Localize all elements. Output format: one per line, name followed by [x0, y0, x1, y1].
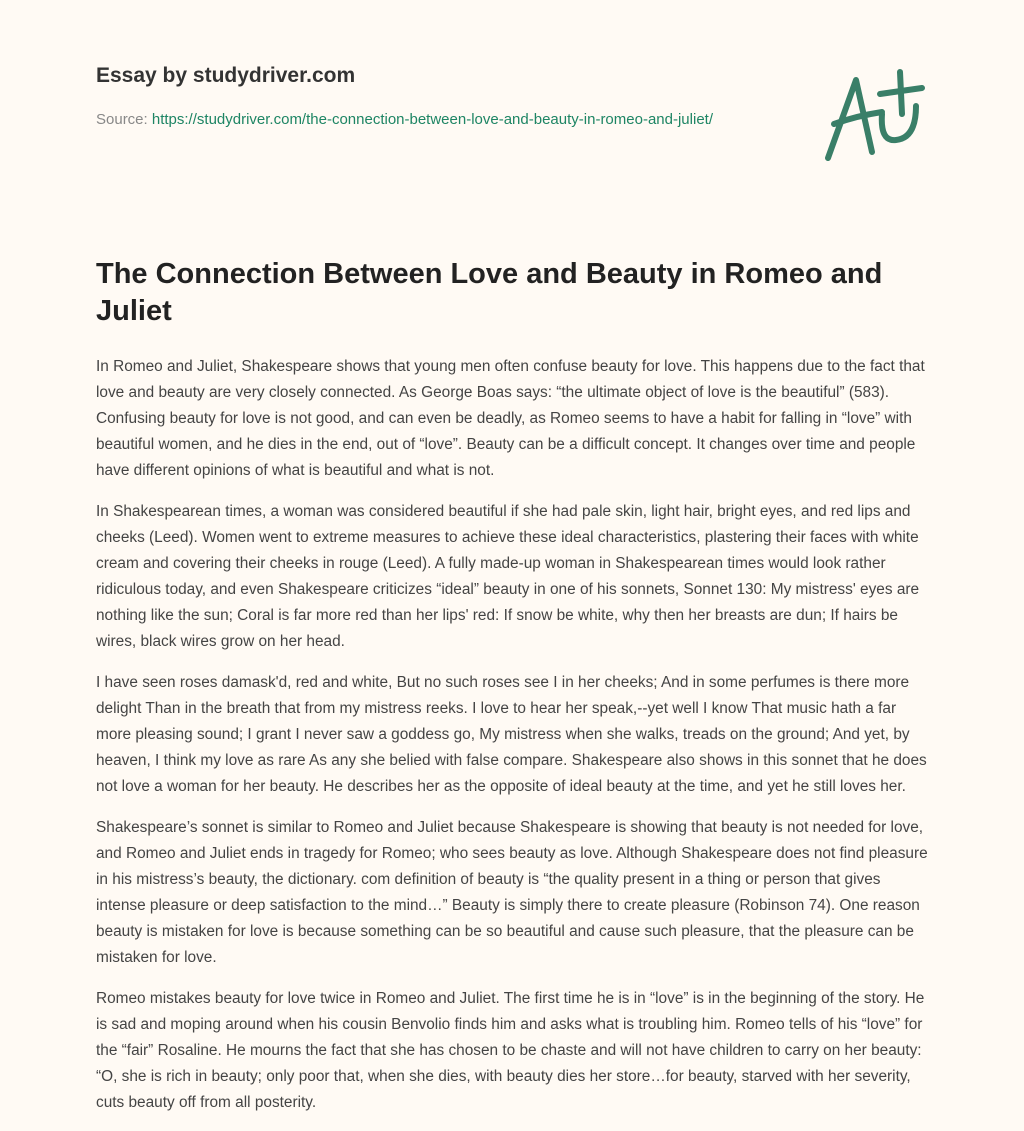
essay-title: The Connection Between Love and Beauty in Romeo and Juliet	[96, 258, 883, 327]
essay-paragraph: Shakespeare’s sonnet is similar to Romeo and Juliet because Shakespeare is showing that beauty is not needed for love, and Romeo and Juliet ends in tragedy for Romeo; who sees beauty as love. Although Shakespeare does not find pleasure in his mistress’s beauty, the dictionary. com definition of beauty is “the quality present in a thing or person that gives intense pleasure or deep satisfaction to the mind…” Beauty is simply there to create pleasure (Robinson 74). One reason beauty is mistaken for love is because something can be so beautiful and cause such pleasure, that the pleasure can be mistaken for love.	[96, 819, 928, 966]
essay-header	[96, 64, 776, 132]
essay-paragraph: I have seen roses damask'd, red and white, But no such roses see I in her cheeks; And in some perfumes is there more delight Than in the breath that from my mistress reeks. I love to hear her speak,--yet well I know That music hath a far more pleasing sound; I grant I never saw a goddess go, My mistress when she walks, treads on the ground; And yet, by heaven, I think my love as rare As any she belied with false compare. Shakespeare also shows in this sonnet that he does not love a woman for her beauty. He describes her as the opposite of ideal beauty at the time, and yet he still loves her.	[96, 674, 927, 795]
source-link[interactable]: https://studydriver.com/the-connection-between-love-and-beauty-in-romeo-and-juliet/	[151, 111, 713, 128]
essay-paragraph: In Romeo and Juliet, Shakespeare shows that young men often confuse beauty for love. This happens due to the fact that love and beauty are very closely connected. As George Boas says: “the ultimate object of love is the beautiful” (583). Confusing beauty for love is not good, and can even be deadly, as Romeo seems to have a habit for falling in “love” with beautiful women, and he dies in the end, out of “love”. Beauty can be a difficult concept. It changes over time and people have different opinions of what is beautiful and what is not.	[96, 358, 925, 479]
source-line	[96, 108, 776, 132]
a-plus-logo-icon	[820, 66, 930, 166]
source-label: Source:	[96, 111, 148, 128]
essay-paragraph: In Shakespearean times, a woman was considered beautiful if she had pale skin, light hair, bright eyes, and red lips and cheeks (Leed). Women went to extreme measures to achieve these ideal characteristics, plastering their faces with white cream and covering their cheeks in rouge (Leed). A fully made-up woman in Shakespearean times would look rather ridiculous today, and even Shakespeare criticizes “ideal” beauty in one of his sonnets, Sonnet 130: My mistress' eyes are nothing like the sun; Coral is far more red than her lips' red: If snow be white, why then her breasts are dun; If hairs be wires, black wires grow on her head.	[96, 503, 920, 650]
essay-paragraph: Romeo mistakes beauty for love twice in Romeo and Juliet. The first time he is in “love” is in the beginning of the story. He is sad and moping around when his cousin Benvolio finds him and asks what is troubling him. Romeo tells of his “love” for the “fair” Rosaline. He mourns the fact that she has chosen to be chaste and will not have children to carry on her beauty: “O, she is rich in beauty; only poor that, when she dies, with beauty dies her store…for beauty, starved with her severity, cuts beauty off from all posterity.	[96, 990, 925, 1111]
site-title: Essay by studydriver.com	[96, 64, 356, 87]
essay-body	[96, 354, 932, 1131]
